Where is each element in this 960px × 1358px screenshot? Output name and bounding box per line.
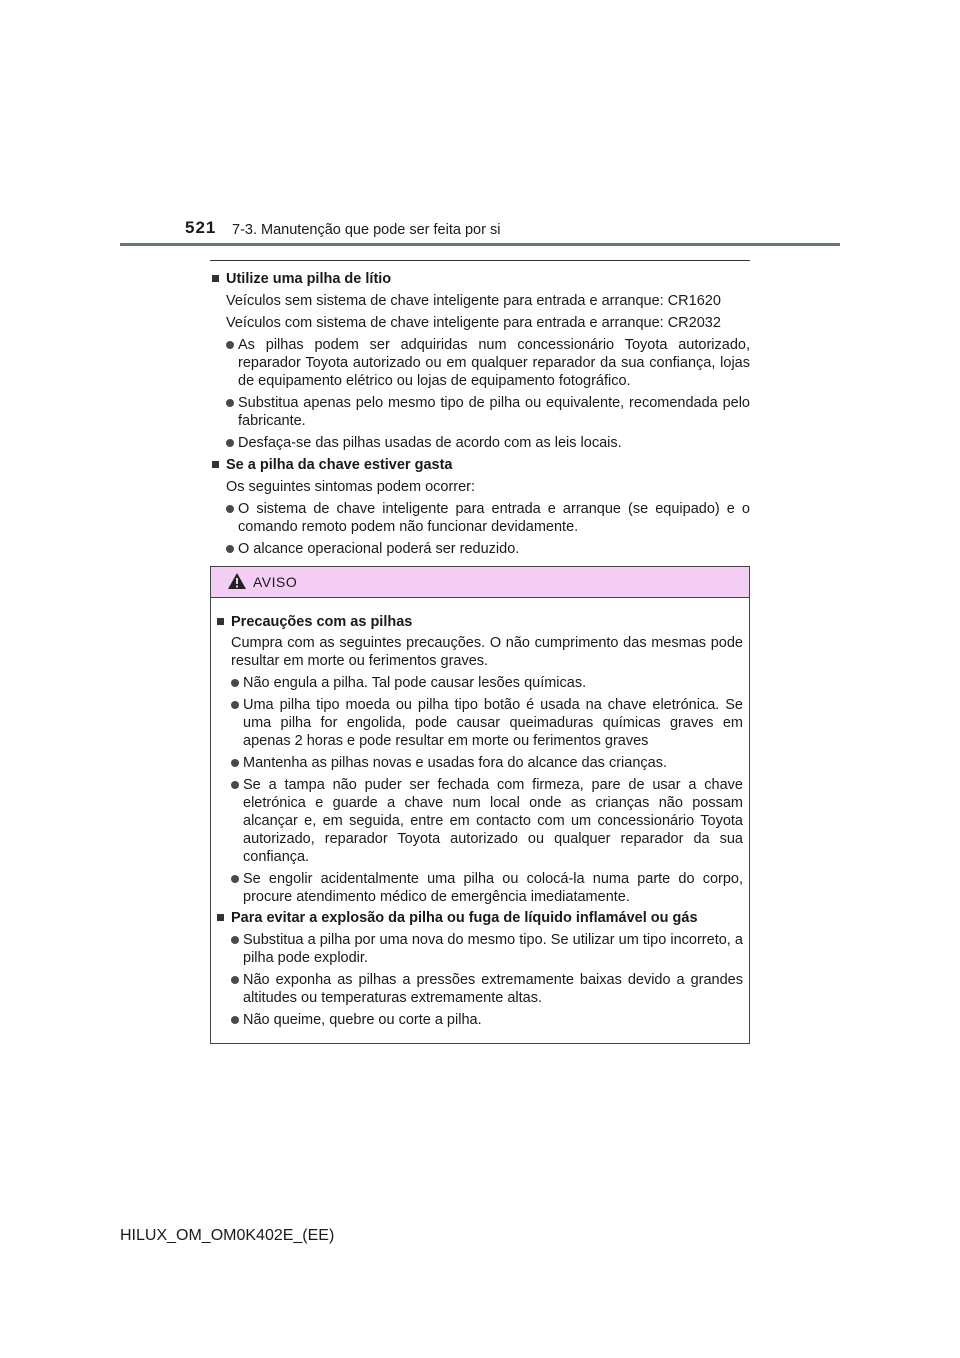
bullet-dot-icon <box>231 759 239 767</box>
bullet-dot-icon <box>226 399 234 407</box>
bullet-dot-icon <box>226 545 234 553</box>
square-bullet-icon <box>212 275 219 282</box>
list-item: O sistema de chave inteligente para entrada e arranque (se equipado) e o comando remoto podem não funcionar devidamente. <box>210 500 750 536</box>
document-code: HILUX_OM_OM0K402E_(EE) <box>120 1227 335 1244</box>
bullet-dot-icon <box>231 781 239 789</box>
warning-intro: Cumpra com as seguintes precauções. O não cumprimento das mesmas pode resultar em morte ou ferimentos graves. <box>231 635 743 669</box>
square-bullet-icon <box>217 914 224 921</box>
header-rule <box>120 243 840 246</box>
bullet-dot-icon <box>231 976 239 984</box>
warning-heading: Precauções com as pilhas <box>215 613 743 631</box>
warning-header <box>211 567 749 598</box>
bullet-dot-icon <box>231 679 239 687</box>
content-top-rule <box>210 260 750 261</box>
section-intro: Os seguintes sintomas podem ocorrer: <box>226 479 476 495</box>
list-item: Substitua a pilha por uma nova do mesmo tipo. Se utilizar um tipo incorreto, a pilha pode explodir. <box>215 931 743 967</box>
section-title: 7-3. Manutenção que pode ser feita por si <box>232 222 501 238</box>
list-item: O alcance operacional poderá ser reduzido. <box>210 540 750 558</box>
bullet-dot-icon <box>226 341 234 349</box>
list-item: Uma pilha tipo moeda ou pilha tipo botão é usada na chave eletrónica. Se uma pilha for engolida, pode causar queimaduras químicas graves em apenas 2 horas e pode resultar em morte ou ferimentos graves <box>215 696 743 750</box>
bullet-dot-icon <box>226 439 234 447</box>
square-bullet-icon <box>212 461 219 468</box>
warning-box <box>210 566 750 1044</box>
battery-type-line: Veículos sem sistema de chave inteligente para entrada e arranque: CR1620 <box>226 293 721 309</box>
list-item: Não engula a pilha. Tal pode causar lesões químicas. <box>215 674 743 692</box>
section-heading: Se a pilha da chave estiver gasta <box>210 456 750 474</box>
warning-triangle-icon <box>227 572 247 590</box>
bullet-dot-icon <box>231 701 239 709</box>
bullet-dot-icon <box>231 936 239 944</box>
main-content <box>210 266 750 558</box>
bullet-dot-icon <box>226 505 234 513</box>
list-item: Não queime, quebre ou corte a pilha. <box>215 1011 743 1029</box>
bullet-dot-icon <box>231 875 239 883</box>
square-bullet-icon <box>217 618 224 625</box>
section-heading: Utilize uma pilha de lítio <box>210 270 750 288</box>
list-item: Desfaça-se das pilhas usadas de acordo com as leis locais. <box>210 434 750 452</box>
warning-body <box>211 598 749 1029</box>
list-item: Se engolir acidentalmente uma pilha ou colocá-la numa parte do corpo, procure atendimento médico de emergência imediatamente. <box>215 870 743 906</box>
list-item: Mantenha as pilhas novas e usadas fora do alcance das crianças. <box>215 754 743 772</box>
bullet-dot-icon <box>231 1016 239 1024</box>
list-item: Não exponha as pilhas a pressões extremamente baixas devido a grandes altitudes ou temperaturas extremamente altas. <box>215 971 743 1007</box>
list-item: Substitua apenas pelo mesmo tipo de pilha ou equivalente, recomendada pelo fabricante. <box>210 394 750 430</box>
warning-heading: Para evitar a explosão da pilha ou fuga de líquido inflamável ou gás <box>215 909 743 927</box>
warning-title: AVISO <box>253 574 298 590</box>
page-number: 521 <box>185 218 217 237</box>
list-item: Se a tampa não puder ser fechada com firmeza, pare de usar a chave eletrónica e guarde a chave num local onde as crianças não possam alcançar e, em seguida, entre em contacto com um concessionário Toyota autorizado, reparador Toyota autorizado ou qualquer reparador da sua confiança. <box>215 776 743 866</box>
battery-type-line: Veículos com sistema de chave inteligente para entrada e arranque: CR2032 <box>226 315 721 331</box>
list-item: As pilhas podem ser adquiridas num concessionário Toyota autorizado, reparador Toyota autorizado ou em qualquer reparador da sua confiança, lojas de equipamento elétrico ou lojas de equipamento fotográfico. <box>210 336 750 390</box>
